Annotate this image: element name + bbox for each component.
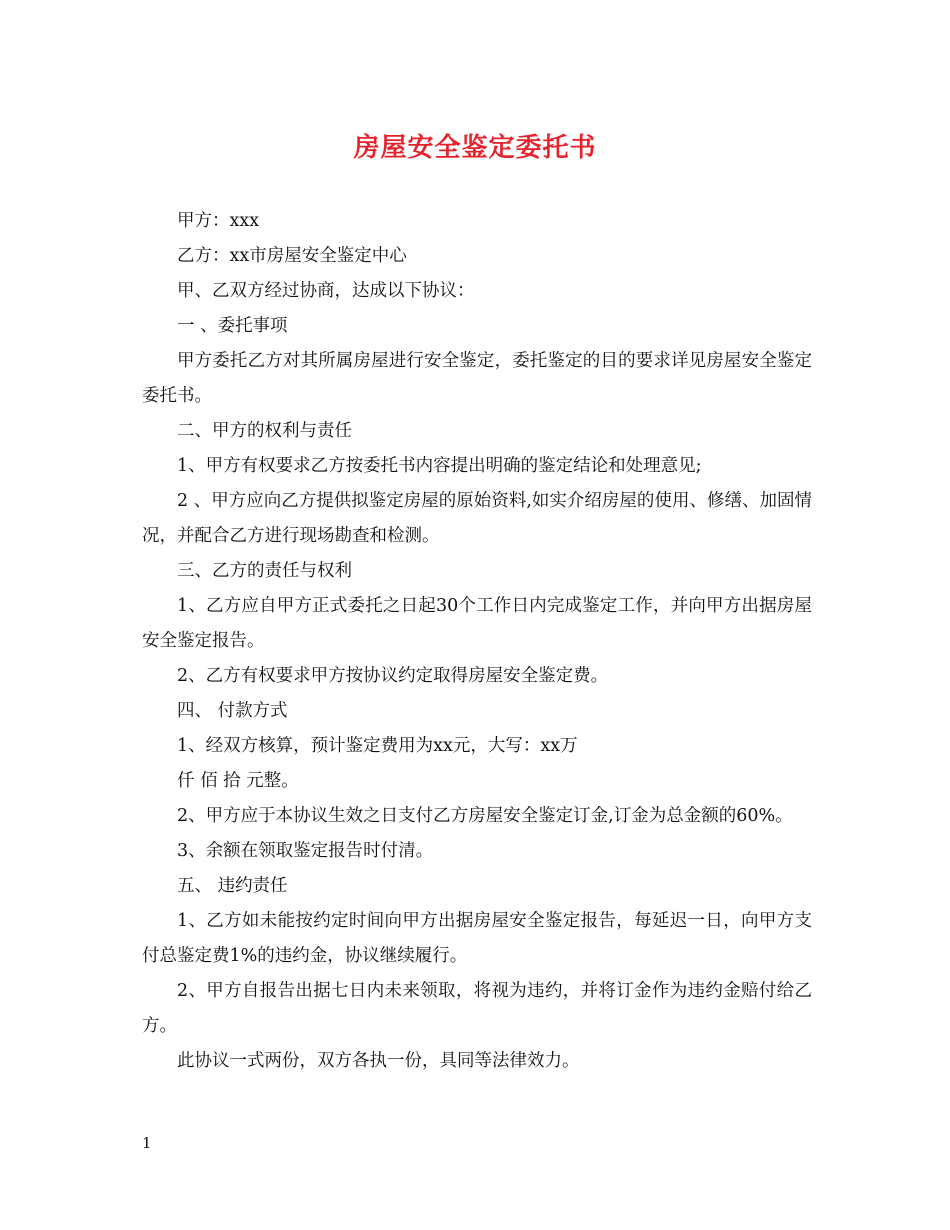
party-b-line: 乙方：xx市房屋安全鉴定中心: [177, 246, 407, 266]
section-1-paragraph: 甲方委托乙方对其所属房屋进行安全鉴定，委托鉴定的目的要求详见房屋安全鉴定委托书。: [142, 351, 812, 406]
section-2-item-2: 2 、甲方应向乙方提供拟鉴定房屋的原始资料,如实介绍房屋的使用、修缮、加固情况，并配合乙方进行现场勘查和检测。: [142, 491, 812, 546]
section-3-item-2: 2、乙方有权要求甲方按协议约定取得房屋安全鉴定费。: [177, 666, 609, 686]
document-title: 房屋安全鉴定委托书: [353, 133, 597, 163]
section-4-item-1-continued: 仟 佰 拾 元整。: [177, 771, 299, 791]
section-heading-5: 五、 违约责任: [177, 876, 288, 896]
party-a-line: 甲方：xxx: [177, 211, 260, 231]
page-number: 1: [142, 1134, 152, 1152]
section-2-item-1: 1、甲方有权要求乙方按委托书内容提出明确的鉴定结论和处理意见;: [177, 456, 702, 476]
agreement-intro: 甲、乙双方经过协商，达成以下协议：: [177, 281, 475, 301]
section-heading-4: 四、 付款方式: [177, 701, 288, 721]
document-body: [142, 204, 812, 1079]
section-4-item-1: 1、经双方核算，预计鉴定费用为xx元，大写：xx万: [177, 736, 578, 756]
section-3-item-1: 1、乙方应自甲方正式委托之日起30个工作日内完成鉴定工作，并向甲方出据房屋安全鉴定报告。: [142, 596, 812, 651]
section-heading-2: 二、甲方的权利与责任: [177, 421, 352, 441]
section-5-item-1: 1、乙方如未能按约定时间向甲方出据房屋安全鉴定报告，每延迟一日，向甲方支付总鉴定费1%的违约金，协议继续履行。: [142, 911, 812, 966]
section-5-item-2: 2、甲方自报告出据七日内未来领取，将视为违约，并将订金作为违约金赔付给乙方。: [142, 981, 812, 1036]
section-4-item-2: 2、甲方应于本协议生效之日支付乙方房屋安全鉴定订金,订金为总金额的60%。: [177, 806, 793, 826]
section-heading-3: 三、乙方的责任与权利: [177, 561, 352, 581]
section-4-item-3: 3、余额在领取鉴定报告时付清。: [177, 841, 434, 861]
closing-paragraph: 此协议一式两份，双方各执一份，具同等法律效力。: [177, 1051, 580, 1071]
section-heading-1: 一 、委托事项: [177, 316, 288, 336]
